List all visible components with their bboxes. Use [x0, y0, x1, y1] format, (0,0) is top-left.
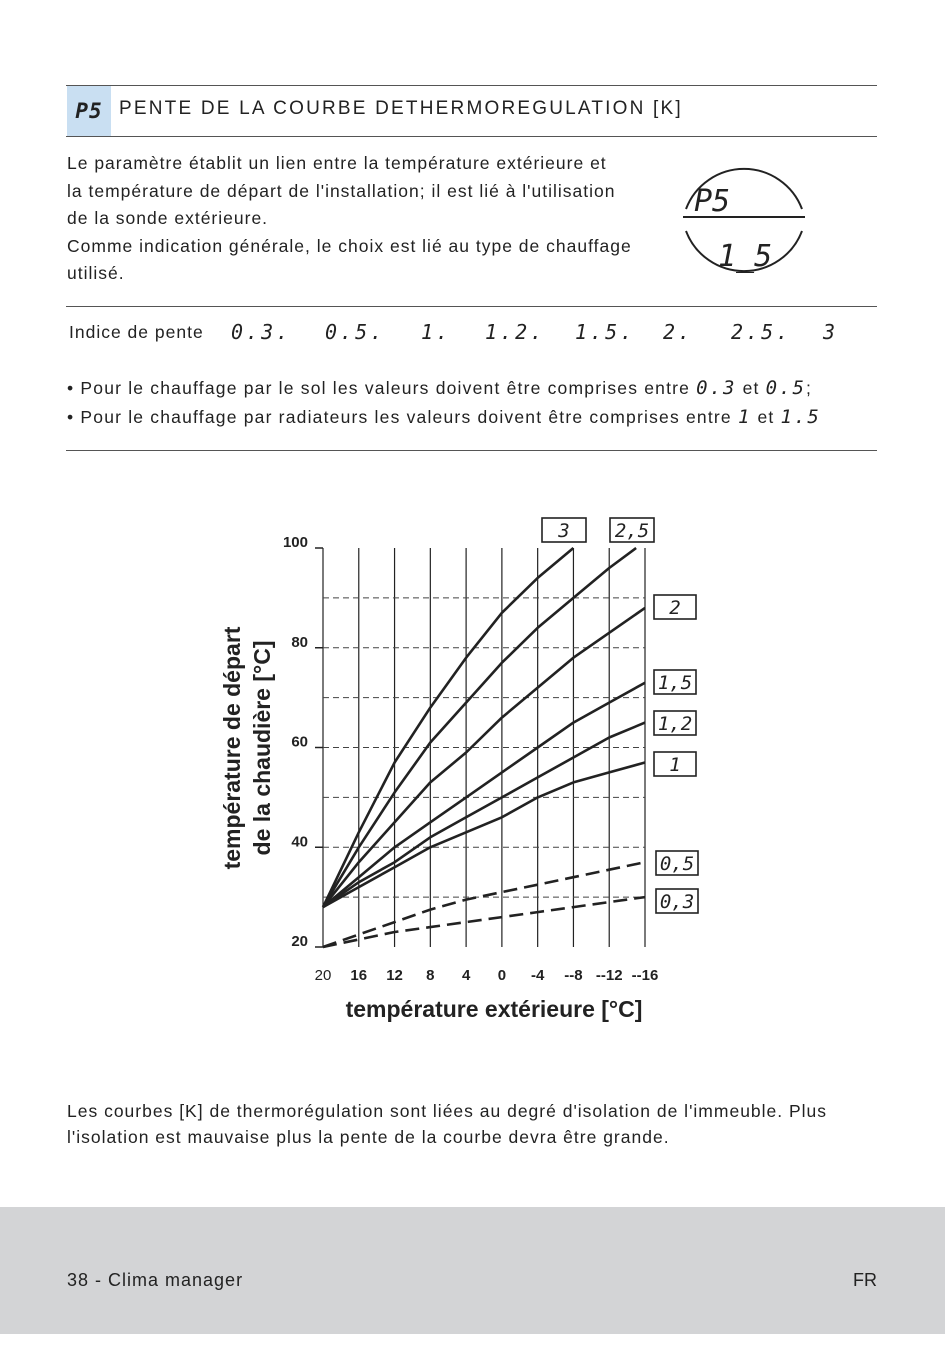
slope-value: 2.: [663, 320, 694, 344]
slope-value: 1.2.: [485, 320, 546, 344]
x-tick-label: -4: [530, 967, 545, 984]
list-item-value: 0.3: [696, 377, 737, 399]
x-axis-label: température extérieure [°C]: [345, 996, 643, 1022]
list-item-text: Pour le chauffage par radiateurs les valeurs doivent être comprises entre: [80, 407, 732, 427]
slope-value: 1.: [421, 320, 452, 344]
list-item: [67, 374, 821, 403]
series-label: 1: [669, 754, 681, 776]
slope-value: 2.5.: [731, 320, 792, 344]
y-tick-label: 80: [291, 633, 308, 651]
lcd-display: [678, 154, 810, 286]
slope-index-label: Indice de pente: [69, 322, 204, 342]
language-code: FR: [853, 1270, 877, 1290]
intro-line: la température de départ de l'installation; il est lié à l'utilisation: [67, 180, 616, 201]
y-axis-label: température de départ: [219, 626, 245, 870]
curve-line: [323, 548, 573, 907]
list-item-value: 1: [737, 406, 752, 428]
series-label: 2,5: [614, 520, 650, 542]
thermoregulation-chart: [205, 505, 715, 1030]
x-tick-label: --12: [595, 967, 623, 984]
x-tick-label: 16: [350, 967, 368, 984]
lcd-bottom-value: 1_5: [718, 239, 773, 274]
list-item-end: ;: [805, 378, 813, 398]
intro-line: Comme indication générale, le choix est lié au type de chauffage: [67, 235, 632, 256]
curve-line: [323, 897, 645, 947]
slope-value: 0.3.: [231, 320, 292, 344]
x-tick-label: 12: [386, 967, 403, 984]
series-label: 3: [558, 520, 570, 542]
series-label: 2: [669, 597, 681, 619]
series-label: 0,5: [659, 853, 695, 875]
y-tick-label: 60: [291, 733, 308, 751]
intro-line: utilisé.: [67, 263, 125, 283]
slope-value: 3: [823, 320, 839, 344]
list-item-conj: et: [742, 378, 760, 398]
x-tick-label: --16: [631, 967, 659, 984]
series-label: 1,5: [657, 672, 693, 694]
list-item-text: Pour le chauffage par le sol les valeurs doivent être comprises entre: [80, 378, 691, 398]
footnote-line: l'isolation est mauvaise plus la pente de la courbe devra être grande.: [67, 1127, 670, 1147]
footnote-line: Les courbes [K] de thermorégulation sont liées au degré d'isolation de l'immeuble. Plus: [67, 1101, 828, 1121]
slope-value: 1.5.: [575, 320, 636, 344]
divider: [66, 306, 877, 307]
lcd-top-value: P5: [694, 184, 731, 219]
series-label: 0,3: [659, 891, 695, 913]
list-item-value: 1.5: [780, 406, 821, 428]
series-label: 1,2: [657, 713, 693, 735]
curve-line: [323, 608, 645, 907]
slope-value: 0.5.: [325, 320, 386, 344]
bullet: •: [67, 378, 75, 398]
page-footer: [0, 1207, 945, 1334]
parameter-code: P5: [67, 86, 111, 136]
section-header: [66, 85, 877, 137]
x-tick-label: 8: [426, 967, 435, 984]
x-tick-label: --8: [564, 967, 583, 984]
section-title: PENTE DE LA COURBE DETHERMOREGULATION [K]: [119, 98, 683, 119]
y-tick-label: 20: [291, 933, 308, 950]
intro-line: de la sonde extérieure.: [67, 208, 269, 228]
list-item-value: 0.5: [765, 377, 806, 399]
list-item-conj: et: [757, 407, 775, 427]
x-tick-label: 4: [461, 967, 471, 984]
y-tick-label: 100: [282, 534, 308, 551]
divider: [66, 450, 877, 451]
curve-line: [323, 548, 636, 907]
footnote-paragraph: [67, 1098, 867, 1150]
recommendation-list: [67, 374, 821, 432]
bullet: •: [67, 407, 75, 427]
page-number: 38 - Clima manager: [67, 1270, 244, 1290]
y-axis-label: de la chaudière [°C]: [249, 640, 275, 856]
intro-paragraph: [67, 150, 657, 288]
x-tick-label: 20: [314, 967, 332, 984]
slope-index-row: [69, 320, 869, 350]
x-tick-label: 0: [497, 967, 507, 984]
y-tick-label: 40: [291, 833, 308, 851]
intro-line: Le paramètre établit un lien entre la température extérieure et: [67, 153, 607, 173]
list-item: [67, 403, 821, 432]
